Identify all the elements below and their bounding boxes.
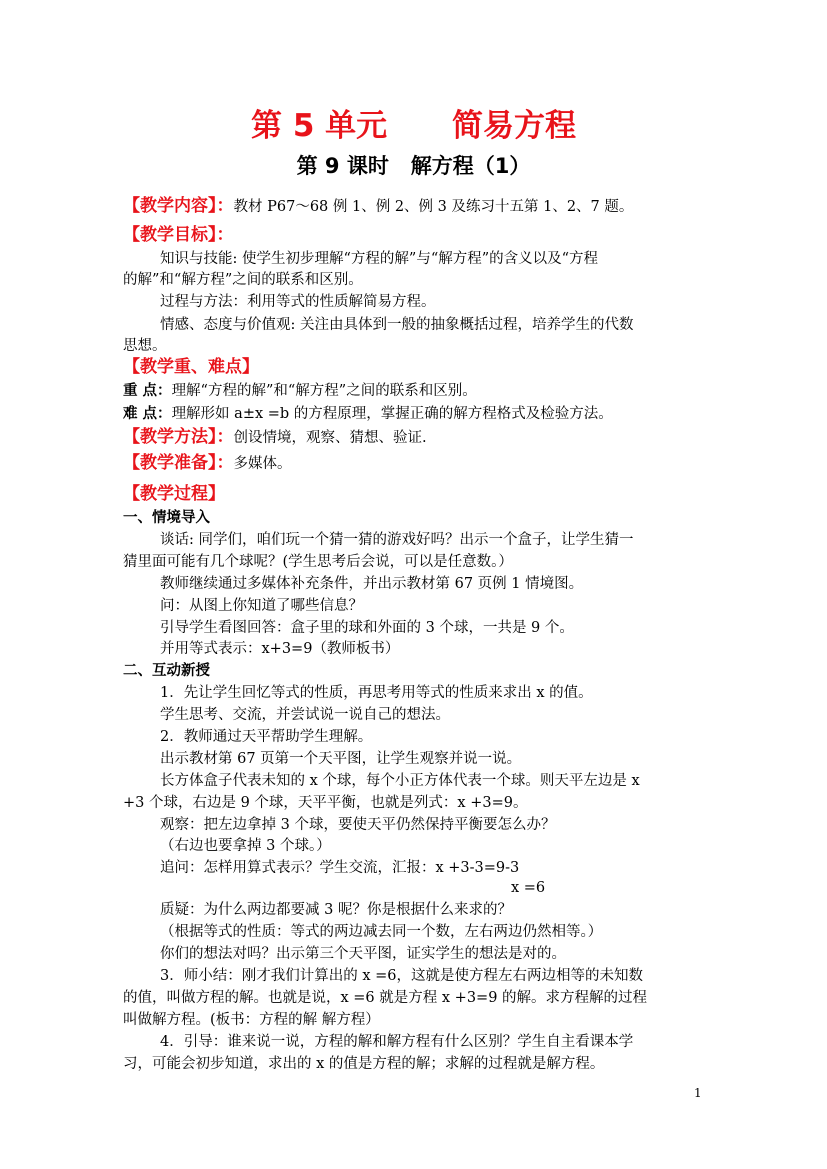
page-number: 1: [694, 1086, 702, 1100]
preparation-text: 多媒体。: [233, 456, 292, 472]
section-2-line: 习，可能会初步知道，求出的 x 的值是方程的解；求解的过程就是解方程。: [123, 1056, 605, 1072]
methods-heading: 【教学方法】：: [123, 427, 234, 447]
section-2-line: 学生思考、交流，并尝试说一说自己的想法。: [160, 707, 450, 723]
focus-row: [123, 381, 477, 401]
section-2-line: 追问：怎样用算式表示？学生交流，汇报：x +3-3=9-3: [160, 860, 520, 876]
preparation-row: [123, 453, 292, 474]
key-points-heading: 【教学重、难点】: [123, 357, 259, 377]
section-2-line: 观察：把左边拿掉 3 个球，要使天平仍然保持平衡要怎么办？: [160, 817, 556, 833]
section-2-line: 长方体盒子代表未知的 x 个球，每个小正方体代表一个球。则天平左边是 x: [160, 773, 640, 789]
section-2-line: 4．引导：谁来说一说，方程的解和解方程有什么区别？学生自主看课本学: [160, 1034, 634, 1050]
goals-line: 知识与技能: 使学生初步理解“方程的解”与“解方程”的含义以及“方程: [160, 251, 599, 267]
section-2-line: （根据等式的性质：等式的两边减去同一个数，左右两边仍然相等。）: [160, 924, 603, 940]
section-1-line: 引导学生看图回答：盒子里的球和外面的 3 个球，一共是 9 个。: [160, 620, 574, 636]
content-text: 教材 P67～68 例 1、例 2、例 3 及练习十五第 1、2、7 题。: [233, 199, 634, 215]
section-1-line: 并用等式表示：x+3=9（教师板书）: [160, 641, 400, 657]
process-heading: 【教学过程】: [123, 484, 225, 504]
section-2-line: （右边也要拿掉 3 个球。）: [160, 838, 331, 854]
section-2-line: 质疑：为什么两边都要减 3 呢？你是根据什么来求的？: [160, 902, 512, 918]
section-2-line: 1．先让学生回忆等式的性质，再思考用等式的性质来求出 x 的值。: [160, 685, 593, 701]
section-1-line: 教师继续通过多媒体补充条件，并出示教材第 67 页例 1 情境图。: [160, 576, 584, 592]
section-2-title: 二、互动新授: [123, 663, 210, 679]
content-row: [123, 196, 633, 217]
goals-line: 思想。: [123, 338, 167, 354]
goals-line: 的解”和“解方程”之间的联系和区别。: [123, 272, 363, 288]
section-2-line: +3 个球，右边是 9 个球，天平平衡，也就是列式：x +3=9。: [123, 795, 528, 811]
goals-line: 过程与方法：利用等式的性质解简易方程。: [160, 294, 436, 310]
section-2-line: 的值，叫做方程的解。也就是说，x =6 就是方程 x +3=9 的解。求方程解的过程: [123, 990, 648, 1006]
section-1-title: 一、情境导入: [123, 510, 210, 526]
focus-label: 重 点：: [123, 383, 172, 399]
section-2-line: x =6: [511, 880, 546, 896]
difficulty-text: 理解形如 a±x =b 的方程原理，掌握正确的解方程格式及检验方法。: [171, 406, 613, 422]
key-points-row: [123, 357, 259, 378]
preparation-heading: 【教学准备】：: [123, 453, 234, 473]
section-2-line: 叫做解方程。(板书：方程的解 解方程）: [123, 1012, 380, 1028]
difficulty-row: [123, 404, 613, 424]
content-heading: 【教学内容】：: [123, 196, 234, 216]
goals-line: 情感、态度与价值观: 关注由具体到一般的抽象概括过程，培养学生的代数: [160, 317, 634, 333]
section-1-line: 猜里面可能有几个球呢？(学生思考后会说，可以是任意数。）: [123, 554, 513, 570]
methods-text: 创设情境，观察、猜想、验证.: [233, 430, 427, 446]
section-2-line: 出示教材第 67 页第一个天平图，让学生观察并说一说。: [160, 751, 522, 767]
difficulty-label: 难 点：: [123, 406, 172, 422]
goals-row: [123, 225, 234, 246]
unit-title: 第 5 单元 简易方程: [251, 108, 576, 144]
focus-text: 理解“方程的解”和“解方程”之间的联系和区别。: [171, 383, 477, 399]
lesson-title: 第 9 课时 解方程（1）: [296, 154, 531, 178]
section-2-line: 你们的想法对吗？出示第三个天平图，证实学生的想法是对的。: [160, 946, 566, 962]
section-2-line: 3．师小结：刚才我们计算出的 x =6，这就是使方程左右两边相等的未知数: [160, 968, 643, 984]
section-1-line: 谈话: 同学们，咱们玩一个猜一猜的游戏好吗？出示一个盒子，让学生猜一: [160, 532, 634, 548]
section-2-line: 2．教师通过天平帮助学生理解。: [160, 729, 373, 745]
methods-row: [123, 427, 427, 448]
process-row: [123, 484, 225, 505]
goals-heading: 【教学目标】：: [123, 225, 234, 245]
section-1-line: 问：从图上你知道了哪些信息？: [160, 598, 363, 614]
